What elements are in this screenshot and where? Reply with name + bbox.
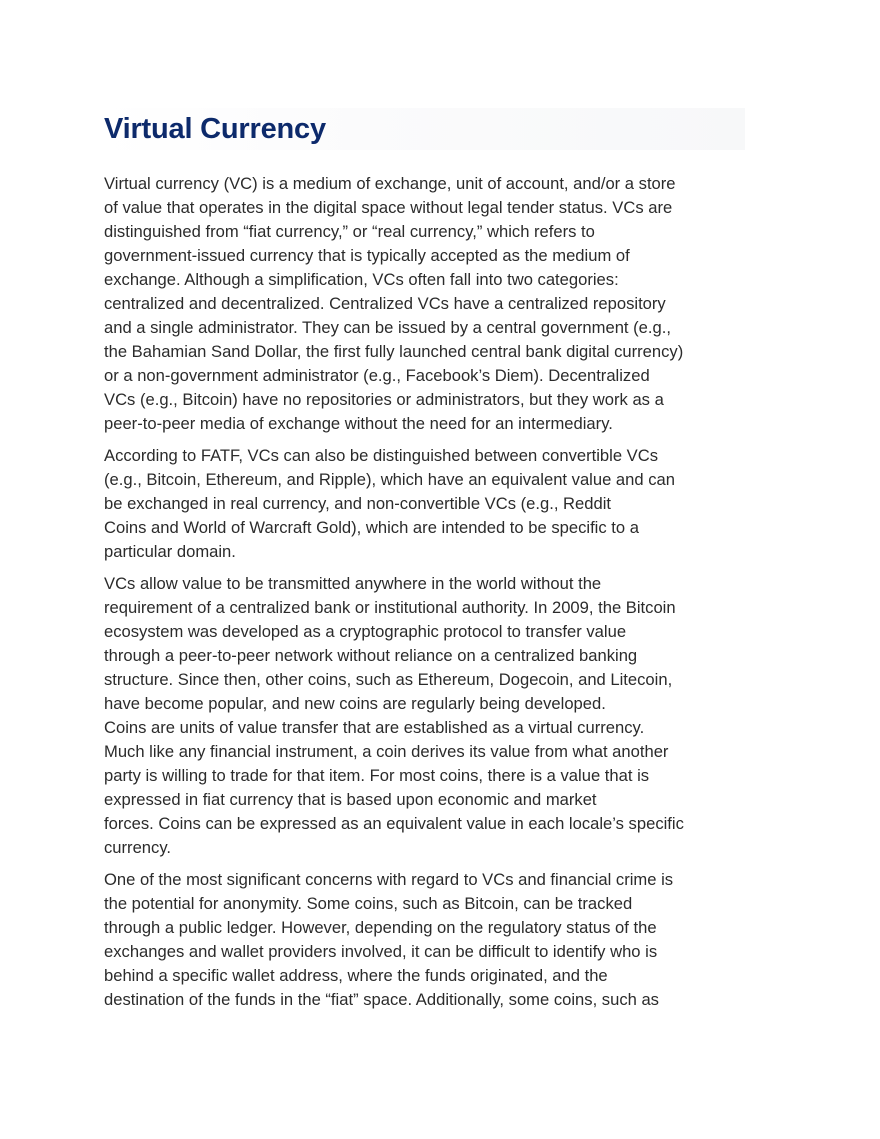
paragraph [104,572,754,860]
page-title: Virtual Currency [104,113,326,145]
paragraph-line: requirement of a centralized bank or institutional authority. In 2009, the Bitcoin [104,598,676,617]
paragraph [104,172,754,436]
paragraph-line: Coins are units of value transfer that are established as a virtual currency. [104,718,645,737]
paragraph-line: VCs allow value to be transmitted anywhere in the world without the [104,574,602,593]
paragraph-line: exchange. Although a simplification, VCs often fall into two categories: [104,270,619,289]
paragraph-line: ecosystem was developed as a cryptographic protocol to transfer value [104,622,627,641]
paragraph-line: distinguished from “fiat currency,” or “real currency,” which refers to [104,222,595,241]
paragraph-line: structure. Since then, other coins, such as Ethereum, Dogecoin, and Litecoin, [104,670,673,689]
paragraph-line: Much like any financial instrument, a coin derives its value from what another [104,742,669,761]
paragraph-line: VCs (e.g., Bitcoin) have no repositories or administrators, but they work as a [104,390,664,409]
paragraph-line: party is willing to trade for that item. For most coins, there is a value that is [104,766,650,785]
paragraph-line: the Bahamian Sand Dollar, the first fully launched central bank digital currency) [104,342,684,361]
paragraph-line: According to FATF, VCs can also be distinguished between convertible VCs [104,446,659,465]
paragraph-line: Coins and World of Warcraft Gold), which are intended to be specific to a [104,518,639,537]
paragraph-line: centralized and decentralized. Centralized VCs have a centralized repository [104,294,666,313]
paragraph-line: currency. [104,838,172,857]
paragraph-line: and a single administrator. They can be issued by a central government (e.g., [104,318,671,337]
paragraph-line: destination of the funds in the “fiat” space. Additionally, some coins, such as [104,990,659,1009]
paragraph-line: or a non-government administrator (e.g., Facebook’s Diem). Decentralized [104,366,650,385]
paragraph-line: through a public ledger. However, depending on the regulatory status of the [104,918,657,937]
paragraph-line: government-issued currency that is typically accepted as the medium of [104,246,630,265]
paragraph-line: Virtual currency (VC) is a medium of exchange, unit of account, and/or a store [104,174,676,193]
paragraph-line: the potential for anonymity. Some coins, such as Bitcoin, can be tracked [104,894,633,913]
paragraph-line: of value that operates in the digital space without legal tender status. VCs are [104,198,673,217]
paragraph-line: particular domain. [104,542,236,561]
document-body [104,172,754,1020]
paragraph-line: be exchanged in real currency, and non-convertible VCs (e.g., Reddit [104,494,612,513]
paragraph-line: peer-to-peer media of exchange without the need for an intermediary. [104,414,613,433]
paragraph-line: forces. Coins can be expressed as an equivalent value in each locale’s specific [104,814,684,833]
paragraph [104,868,754,1012]
paragraph-line: behind a specific wallet address, where the funds originated, and the [104,966,608,985]
paragraph-line: One of the most significant concerns with regard to VCs and financial crime is [104,870,674,889]
paragraph [104,444,754,564]
paragraph-line: have become popular, and new coins are regularly being developed. [104,694,606,713]
paragraph-line: through a peer-to-peer network without reliance on a centralized banking [104,646,638,665]
paragraph-line: (e.g., Bitcoin, Ethereum, and Ripple), which have an equivalent value and can [104,470,675,489]
paragraph-line: expressed in fiat currency that is based upon economic and market [104,790,597,809]
paragraph-line: exchanges and wallet providers involved, it can be difficult to identify who is [104,942,658,961]
